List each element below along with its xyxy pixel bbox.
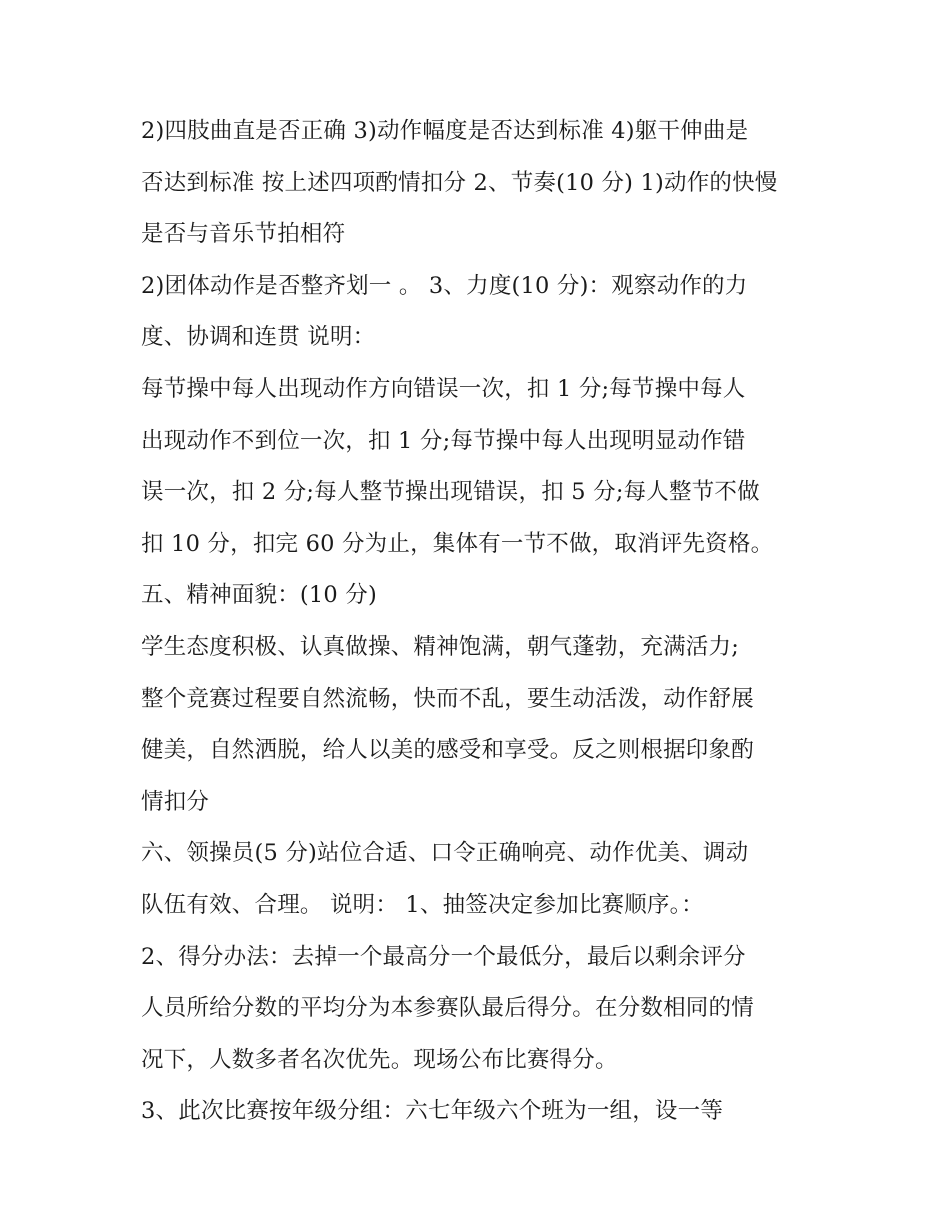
text-line: 队伍有效、合理。 说明： 1、抽签决定参加比赛顺序。：: [141, 891, 704, 918]
text-line: 学生态度积极、认真做操、精神饱满，朝气蓬勃，充满活力;: [141, 633, 739, 660]
text-line: 整个竞赛过程要自然流畅，快而不乱，要生动活泼，动作舒展: [141, 685, 754, 712]
text-line: 误一次，扣 2 分;每人整节操出现错误，扣 5 分;每人整节不做: [141, 479, 760, 506]
text-line: 2)四肢曲直是否正确 3)动作幅度是否达到标准 4)躯干伸曲是: [141, 118, 749, 144]
section-heading: 六、领操员(5 分)站位合适、口令正确响亮、动作优美、调动: [141, 840, 749, 867]
text-line: 度、协调和连贯 说明：: [141, 324, 376, 351]
text-line: 是否与音乐节拍相符: [141, 221, 346, 248]
text-line: 扣 10 分，扣完 60 分为止，集体有一节不做，取消评先资格。: [141, 530, 774, 557]
text-line: 人员所给分数的平均分为本参赛队最后得分。在分数相同的情: [141, 995, 754, 1022]
text-line: 出现动作不到位一次，扣 1 分;每节操中每人出现明显动作错: [141, 427, 746, 454]
text-line: 2)团体动作是否整齐划一 。 3、力度(10 分)：观察动作的力: [141, 272, 748, 299]
section-heading: 五、精神面貌：(10 分): [141, 582, 377, 609]
text-line: 健美，自然洒脱，给人以美的感受和享受。反之则根据印象酌: [141, 737, 754, 764]
text-line: 2、得分办法：去掉一个最高分一个最低分，最后以剩余评分: [141, 943, 746, 970]
text-line: 况下，人数多者名次优先。现场公布比赛得分。: [141, 1046, 618, 1073]
document-body: [141, 106, 821, 1138]
text-line: 否达到标准 按上述四项酌情扣分 2、节奏(10 分) 1)动作的快慢: [141, 169, 778, 196]
text-line: 情扣分: [141, 788, 210, 815]
text-line: 3、此次比赛按年级分组：六七年级六个班为一组，设一等: [141, 1098, 724, 1125]
text-line: 每节操中每人出现动作方向错误一次，扣 1 分;每节操中每人: [141, 375, 746, 402]
